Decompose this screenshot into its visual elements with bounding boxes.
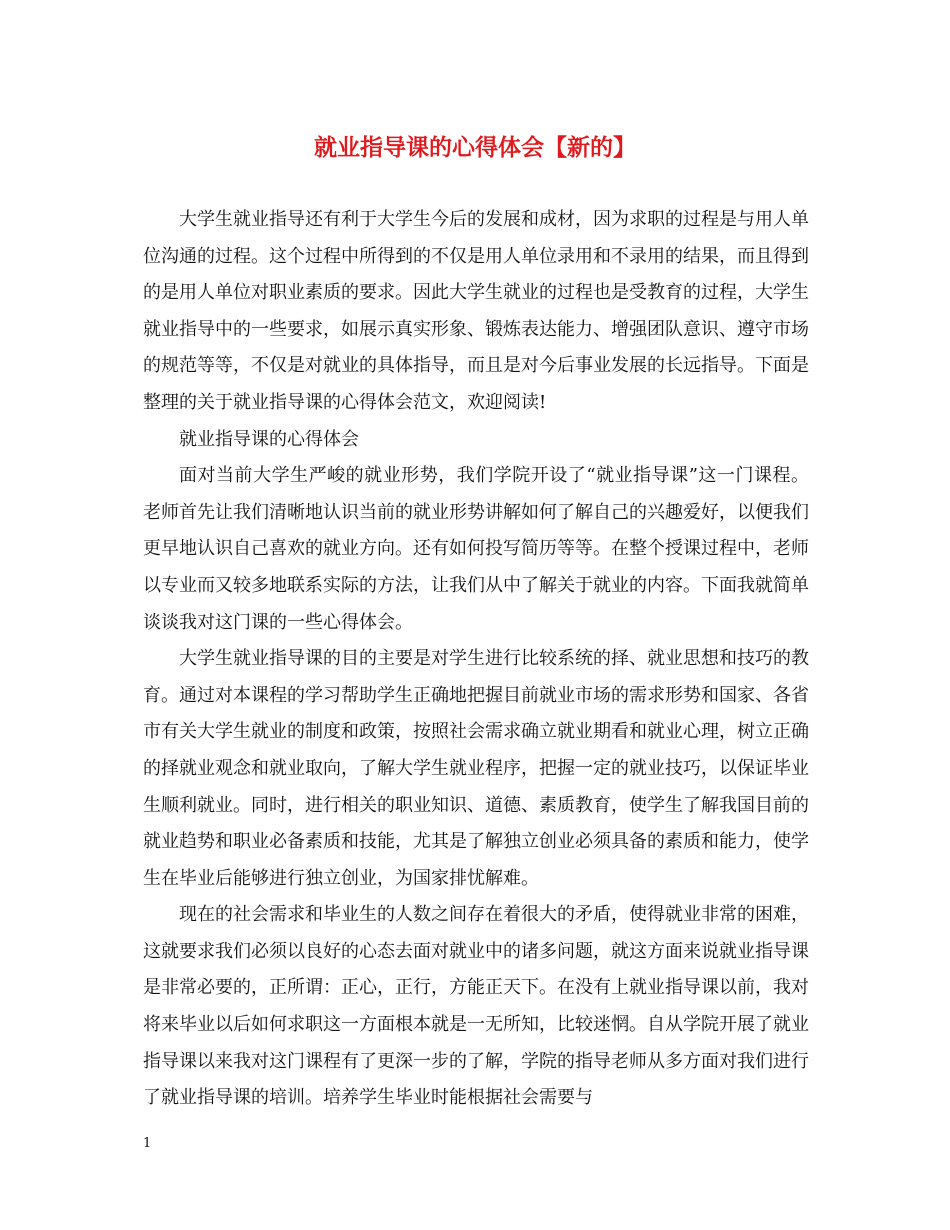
paragraph-employment-situation: 现在的社会需求和毕业生的人数之间存在着很大的矛盾，使得就业非常的困难，这就要求我们必须以良好的心态去面对就业中的诸多问题，就这方面来说就业指导课是非常必要的，正所谓：正心，正行，方能正天下。在没有上就业指导课以前，我对将来毕业以后如何求职这一方面根本就是一无所知，比较迷惘。自从学院开展了就业指导课以来我对这门课程有了更深一步的了解，学院的指导老师从多方面对我们进行了就业指导课的培训。培养学生毕业时能根据社会需要与 <box>143 904 809 1109</box>
paragraph-subheading: 就业指导课的心得体会 <box>179 428 359 450</box>
paragraph-course-purpose: 大学生就业指导课的目的主要是对学生进行比较系统的择、就业思想和技巧的教育。通过对本课程的学习帮助学生正确地把握目前就业市场的需求形势和国家、各省市有关大学生就业的制度和政策，按照社会需求确立就业期看和就业心理，树立正确的择就业观念和就业取向，了解大学生就业程序，把握一定的就业技巧，以保证毕业生顺利就业。同时，进行相关的职业知识、道德、素质教育，使学生了解我国目前的就业趋势和职业必备素质和技能，尤其是了解独立创业必须具备的素质和能力，使学生在毕业后能够进行独立创业，为国家排忧解难。 <box>143 648 809 889</box>
paragraph-course-intro: 面对当前大学生严峻的就业形势，我们学院开设了“就业指导课”这一门课程。老师首先让我们清晰地认识当前的就业形势讲解如何了解自己的兴趣爱好，以便我们更早地认识自己喜欢的就业方向。还有如何投写简历等等。在整个授课过程中，老师以专业而又较多地联系实际的方法，让我们从中了解关于就业的内容。下面我就简单谈谈我对这门课的一些心得体会。 <box>143 465 809 633</box>
document-body <box>143 202 809 1117</box>
document-title: 就业指导课的心得体会【新的】 <box>314 134 636 161</box>
paragraph-intro: 大学生就业指导还有利于大学生今后的发展和成材，因为求职的过程是与用人单位沟通的过程。这个过程中所得到的不仅是用人单位录用和不录用的结果，而且得到的是用人单位对职业素质的要求。因此大学生就业的过程也是受教育的过程，大学生就业指导中的一些要求，如展示真实形象、锻炼表达能力、增强团队意识、遵守市场的规范等等，不仅是对就业的具体指导，而且是对今后事业发展的长远指导。下面是整理的关于就业指导课的心得体会范文，欢迎阅读! <box>143 209 809 413</box>
page-number: 1 <box>143 1136 152 1151</box>
